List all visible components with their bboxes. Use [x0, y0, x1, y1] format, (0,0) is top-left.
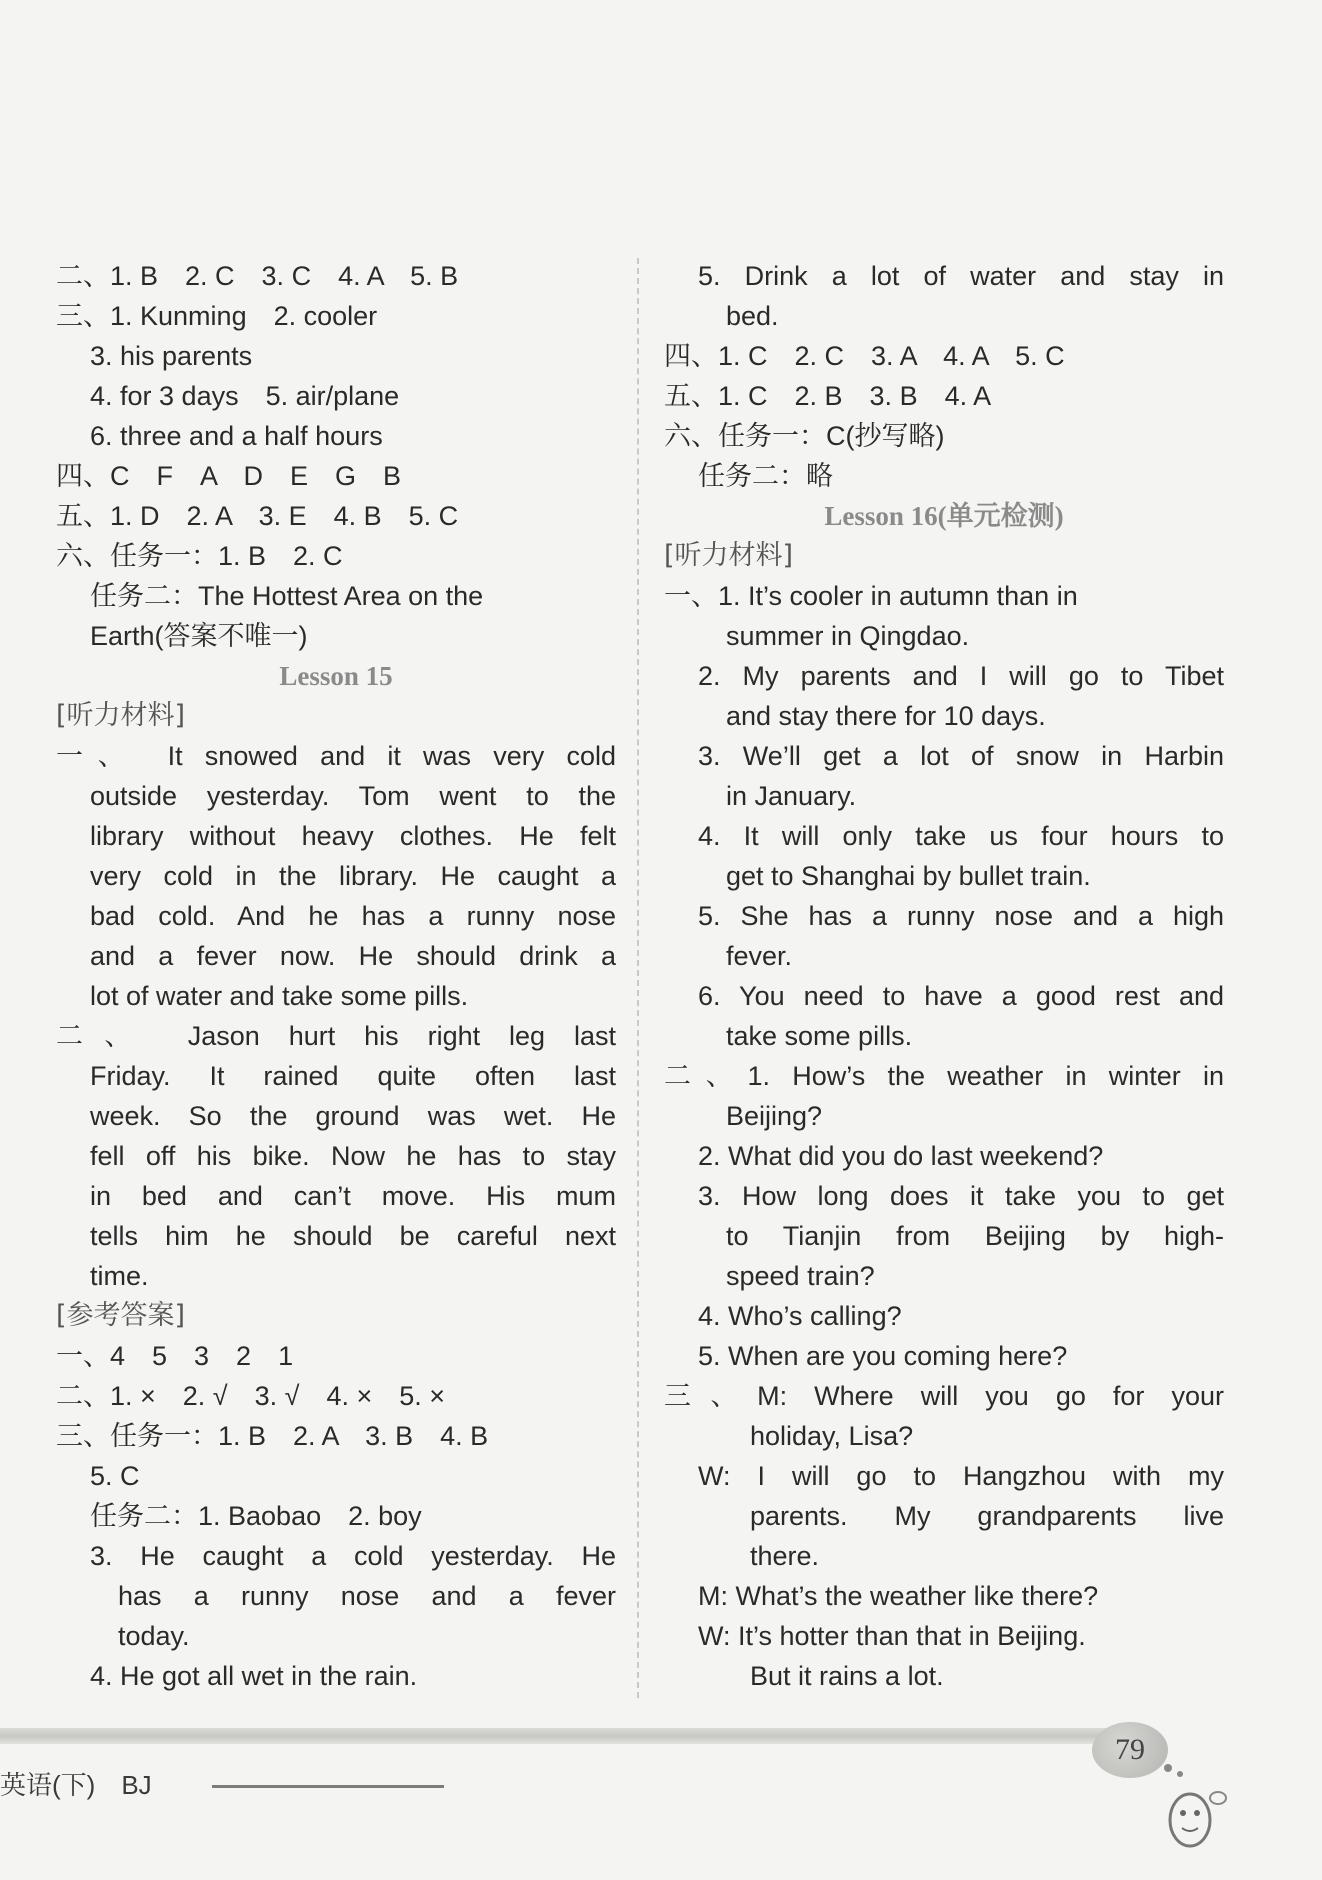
answer-line: parents. My grandparents live [750, 1501, 1224, 1531]
answer-line: summer in Qingdao. [726, 621, 970, 651]
answer-line: Earth(答案不唯一) [90, 621, 308, 651]
answer-line: 5. Drink a lot of water and stay in [698, 261, 1224, 291]
answer-line: 4. for 3 days 5. air/plane [90, 381, 400, 411]
left-column [56, 256, 616, 1696]
answer-line: bed. [726, 301, 779, 331]
answer-line: 4. It will only take us four hours to [698, 821, 1224, 851]
answer-line: Beijing? [726, 1101, 823, 1131]
answer-line: 二、1. How’s the weather in winter in [664, 1061, 1224, 1091]
answer-line: 5. C [90, 1461, 140, 1491]
answer-line: 六、任务一：C(抄写略) [664, 421, 945, 451]
answer-line: 任务二：The Hottest Area on the [90, 581, 484, 611]
answer-line: 6. You need to have a good rest and [698, 981, 1224, 1011]
answer-line: 三、1. Kunming 2. cooler [56, 301, 378, 331]
answer-line: holiday, Lisa? [750, 1421, 914, 1451]
section-label: [参考答案] [56, 1300, 186, 1331]
answer-line: in January. [726, 781, 857, 811]
lesson-heading: Lesson 16(单元检测) [824, 501, 1064, 531]
answer-line: 四、1. C 2. C 3. A 4. A 5. C [664, 341, 1065, 371]
answer-line: 三、M: Where will you go for your [664, 1381, 1224, 1411]
answer-line: take some pills. [726, 1021, 913, 1051]
column-divider [637, 258, 639, 1698]
answer-line: fell off his bike. Now he has to stay [90, 1141, 616, 1171]
answer-line: to Tianjin from Beijing by high- [726, 1221, 1224, 1251]
answer-line: 4. Who’s calling? [698, 1301, 902, 1331]
answer-line: there. [750, 1541, 820, 1571]
answer-line: 六、任务一：1. B 2. C [56, 541, 343, 571]
answer-line: But it rains a lot. [750, 1661, 944, 1691]
answer-line: outside yesterday. Tom went to the [90, 781, 616, 811]
answer-line: 二、1. × 2. √ 3. √ 4. × 5. × [56, 1381, 446, 1411]
answer-line: 四、C F A D E G B [56, 461, 402, 491]
answer-line: time. [90, 1261, 149, 1291]
answer-line: 一、1. It’s cooler in autumn than in [664, 581, 1078, 611]
section-label: [听力材料] [664, 540, 794, 571]
answer-line: speed train? [726, 1261, 875, 1291]
footer-band [0, 1728, 1120, 1744]
answer-line: 一、4 5 3 2 1 [56, 1341, 294, 1371]
mascot-icon [1150, 1758, 1230, 1858]
answer-line: 2. My parents and I will go to Tibet [698, 661, 1224, 691]
answer-line: and stay there for 10 days. [726, 701, 1046, 731]
section-label: [听力材料] [56, 700, 186, 731]
answer-line: 三、任务一：1. B 2. A 3. B 4. B [56, 1421, 489, 1451]
footer-rule [212, 1785, 444, 1788]
answer-line: get to Shanghai by bullet train. [726, 861, 1091, 891]
answer-line: 6. three and a half hours [90, 421, 383, 451]
answer-line: today. [118, 1621, 190, 1651]
answer-line: Friday. It rained quite often last [90, 1061, 616, 1091]
answer-line: 2. What did you do last weekend? [698, 1141, 1104, 1171]
answer-line: fever. [726, 941, 793, 971]
answer-line: week. So the ground was wet. He [90, 1101, 616, 1131]
answer-line: 二、1. B 2. C 3. C 4. A 5. B [56, 261, 459, 291]
answer-line: 3. How long does it take you to get [698, 1181, 1224, 1211]
answer-line: M: What’s the weather like there? [698, 1581, 1099, 1611]
answer-line: 五、1. D 2. A 3. E 4. B 5. C [56, 501, 459, 531]
right-column [664, 256, 1224, 1696]
answer-line: library without heavy clothes. He felt [90, 821, 616, 851]
answer-line: 4. He got all wet in the rain. [90, 1661, 418, 1691]
answer-line: tells him he should be careful next [90, 1221, 616, 1251]
answer-line: 二、 Jason hurt his right leg last [56, 1021, 616, 1051]
answer-line: 5. When are you coming here? [698, 1341, 1068, 1371]
answer-line: 任务二：1. Baobao 2. boy [90, 1501, 422, 1531]
answer-line: has a runny nose and a fever [118, 1581, 616, 1611]
answer-line: 3. He caught a cold yesterday. He [90, 1541, 616, 1571]
answer-line: 3. We’ll get a lot of snow in Harbin [698, 741, 1224, 771]
answer-line: very cold in the library. He caught a [90, 861, 616, 891]
answer-line: lot of water and take some pills. [90, 981, 469, 1011]
answer-line: 五、1. C 2. B 3. B 4. A [664, 381, 992, 411]
answer-line: in bed and can’t move. His mum [90, 1181, 616, 1211]
answer-line: 5. She has a runny nose and a high [698, 901, 1224, 931]
answer-line: 一、 It snowed and it was very cold [56, 741, 616, 771]
answer-line: bad cold. And he has a runny nose [90, 901, 616, 931]
lesson-heading: Lesson 15 [279, 661, 393, 691]
answer-line: W: I will go to Hangzhou with my [698, 1461, 1224, 1491]
footer-book-label: 英语(下) BJ [0, 1770, 152, 1800]
answer-line: W: It’s hotter than that in Beijing. [698, 1621, 1086, 1651]
answer-line: 3. his parents [90, 341, 253, 371]
answer-line: and a fever now. He should drink a [90, 941, 616, 971]
answer-line: 任务二：略 [698, 461, 833, 491]
page-number: 79 [1092, 1722, 1168, 1778]
